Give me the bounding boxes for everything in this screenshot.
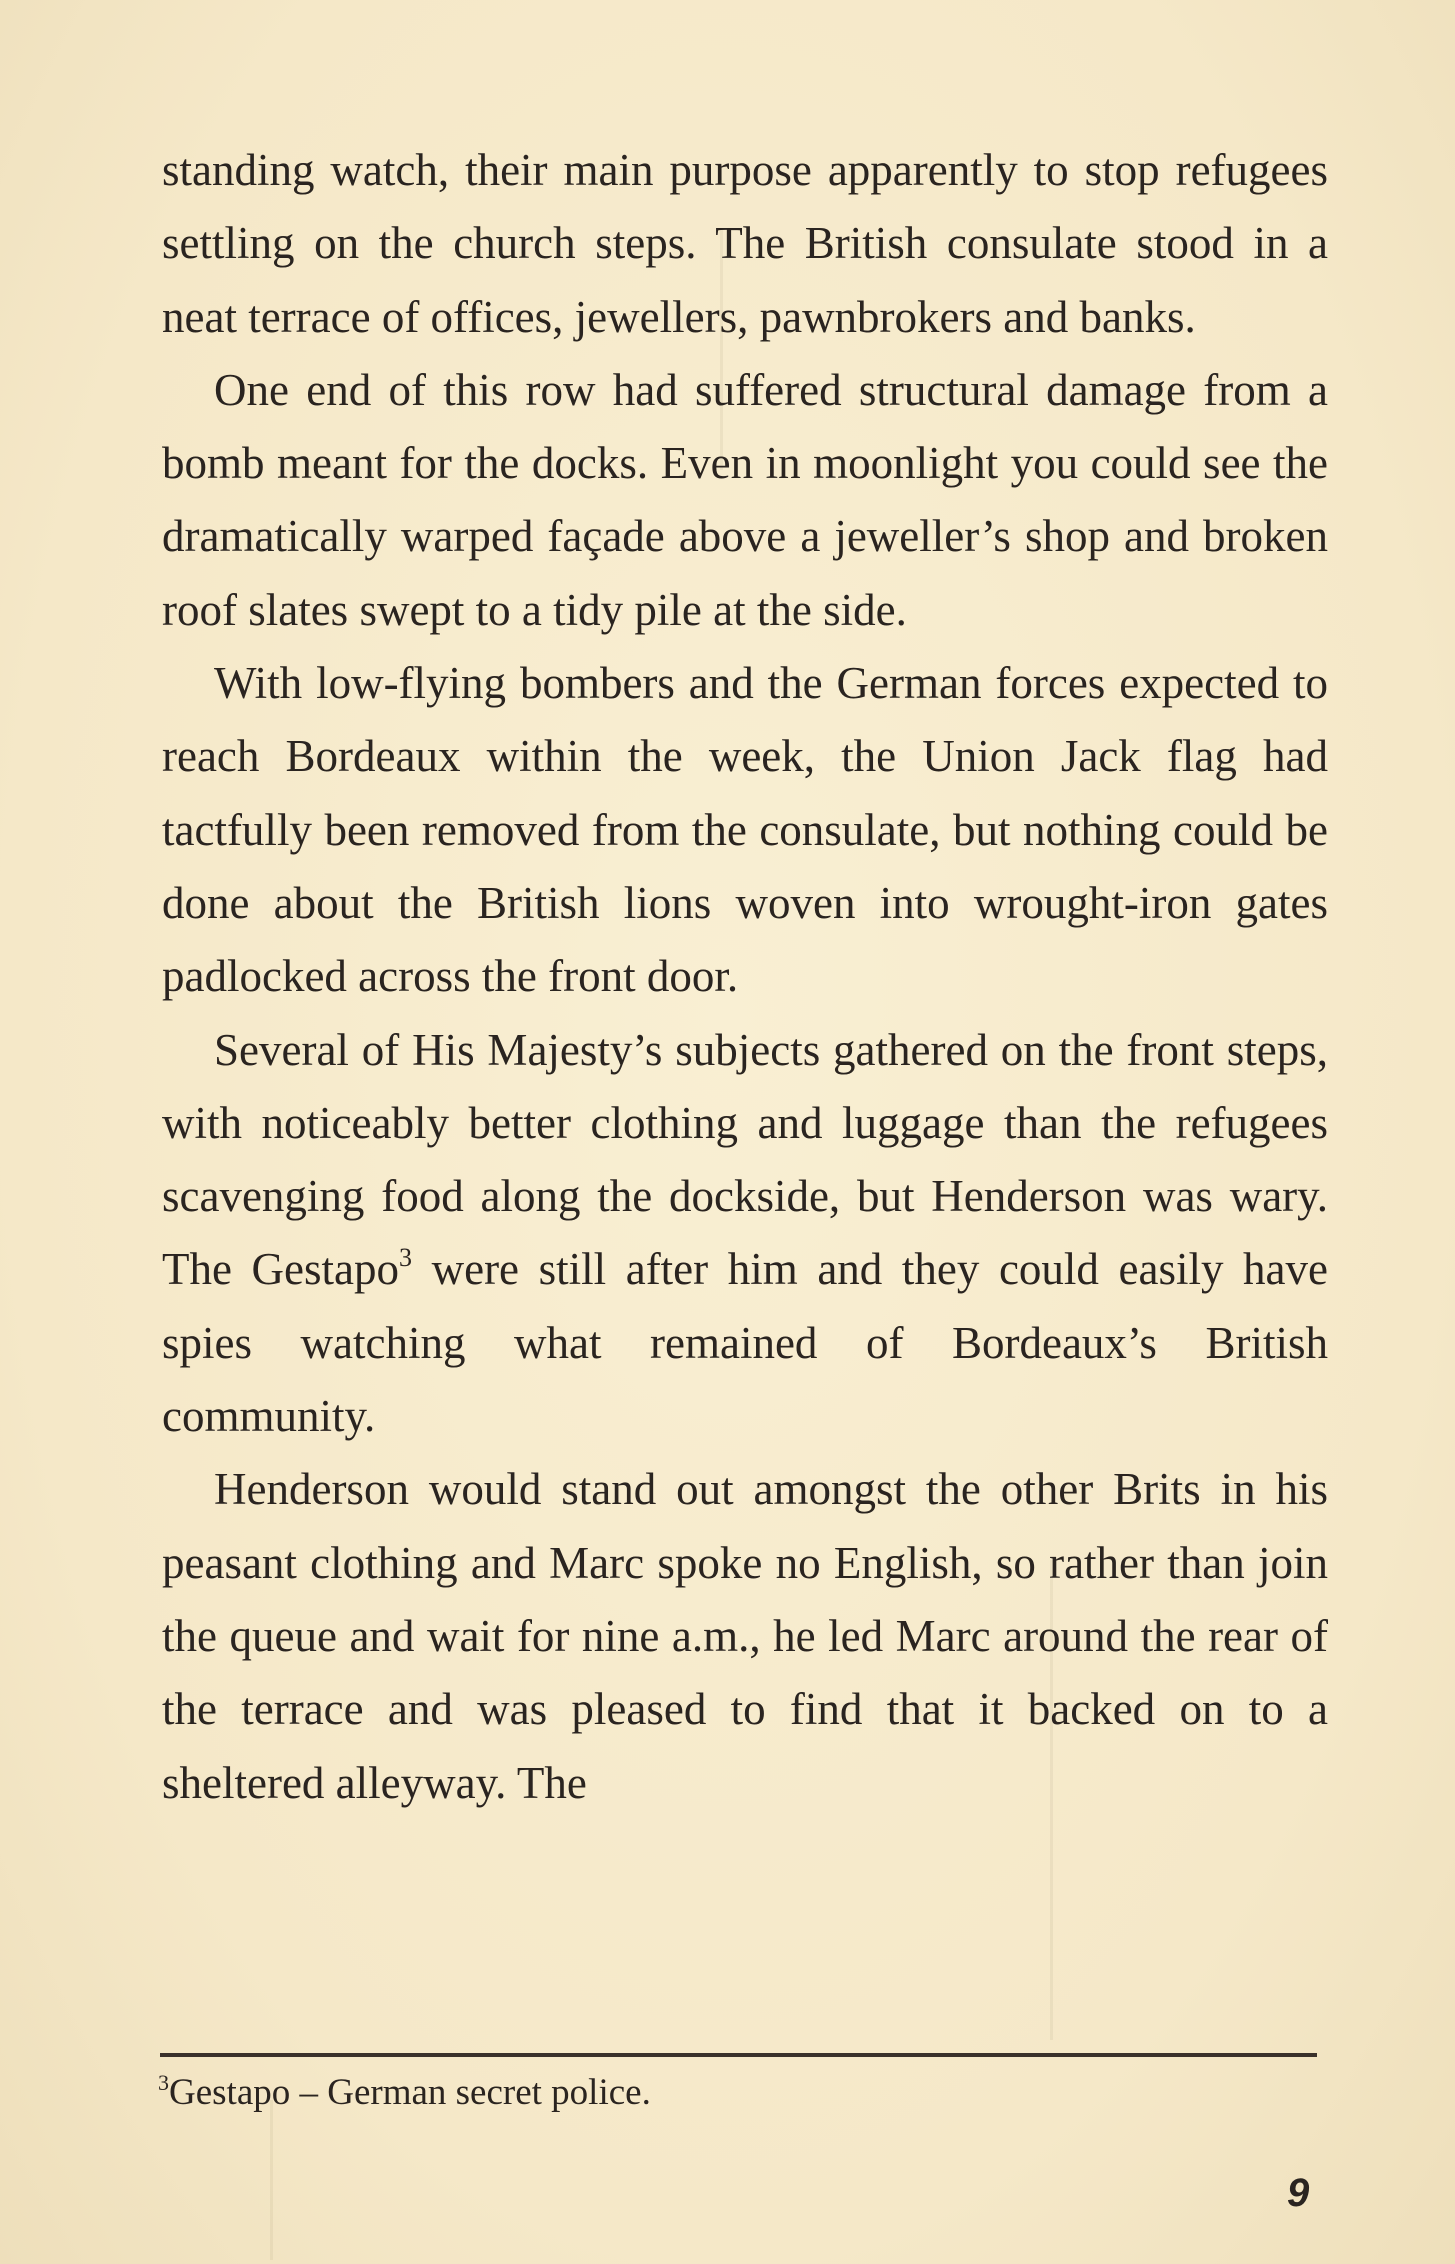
- paragraph-4: [162, 1014, 1328, 1454]
- footnote-text: Gestapo – German secret police.: [169, 2072, 651, 2113]
- footnote: [158, 2068, 651, 2118]
- paragraph-2: One end of this row had suffered structural damage from a bomb meant for the docks. Even in moonlight you could see the dramatically warped façade above a jeweller’s shop and broken roof slates swept to a tidy pile at the side.: [162, 364, 1328, 635]
- paragraph-5: Henderson would stand out amongst the other Brits in his peasant clothing and Marc spoke no English, so rather than join the queue and wait for nine a.m., he led Marc around the rear of the terrace and was pleased to find that it backed on to a sheltered alleyway. The: [162, 1464, 1328, 1808]
- paragraph-3: With low-flying bombers and the German forces expected to reach Bordeaux within the week, the Union Jack flag had tactfully been removed from the consulate, but nothing could be done about the British lions woven into wrought-iron gates padlocked across the front door.: [162, 658, 1328, 1002]
- footnote-marker: 3: [158, 2070, 169, 2095]
- paragraph-1: standing watch, their main purpose apparently to stop refugees settling on the church steps. The British consulate stood in a neat terrace of offices, jewellers, pawnbrokers and banks.: [162, 145, 1328, 342]
- show-through-mark: [270, 2100, 273, 2260]
- body-text: [162, 134, 1328, 1820]
- footnote-rule: [160, 2053, 1317, 2057]
- footnote-reference: 3: [399, 1243, 413, 1273]
- paragraph-4-text-after-note: were still after him and they could easily have spies watching what remained of Bordeaux’s British community.: [162, 1244, 1328, 1442]
- page-number: 9: [1287, 2171, 1310, 2215]
- paragraph-4-text-before-note: Several of His Majesty’s subjects gathered on the front steps, with noticeably better clothing and luggage than the refugees scavenging food along the dockside, but Henderson was wary. The Gestapo: [162, 1024, 1328, 1295]
